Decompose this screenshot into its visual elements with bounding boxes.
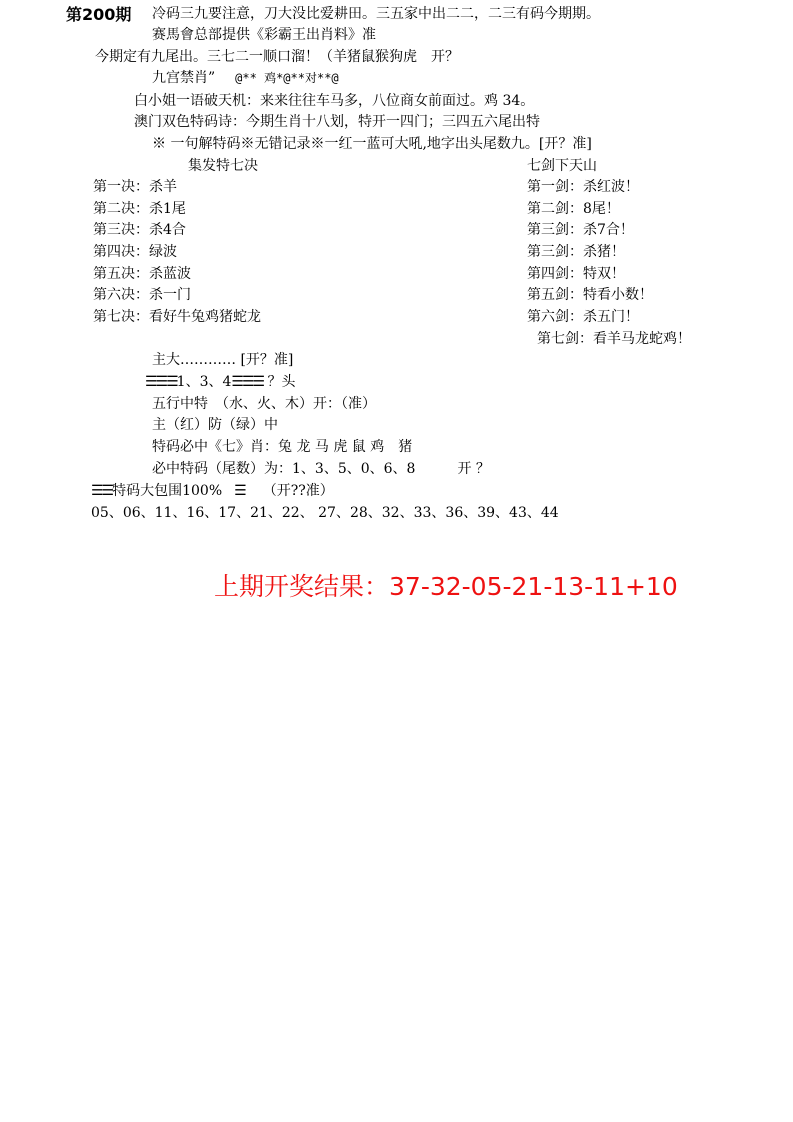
bars-icon: ☰☰☰ (231, 374, 264, 390)
last-draw-label: 上期开奖结果： (214, 572, 390, 601)
tails-line: 必中特码（尾数）为：1、3、5、0、6、8 开 ？ (152, 461, 490, 477)
wuxing-line: 五行中特 （水、火、木）开：（准） (152, 396, 376, 412)
left-item: 第六决：杀一门 (93, 287, 191, 303)
right-item: 第二剑：8尾！ (527, 201, 620, 217)
right-item: 第三剑：杀猪！ (527, 244, 625, 260)
main-tip: 主大………… [开？准] (152, 352, 294, 368)
right-item: 第五剑：特看小数！ (527, 287, 653, 303)
left-item: 第七决：看好牛兔鸡猪蛇龙 (93, 309, 261, 325)
right-item: 第四剑：特双！ (527, 266, 625, 282)
bars-icon: ☰ (234, 483, 245, 499)
heads-line (145, 375, 296, 389)
bars-icon: ☰☰☰ (145, 374, 177, 390)
bars-icon: ☰☰ (91, 483, 113, 499)
right-item: 第七剑：看羊马龙蛇鸡！ (537, 331, 691, 347)
big-range-result: （开??准） (262, 483, 334, 499)
last-draw-numbers: 37-32-05-21-13-11+10 (389, 572, 678, 601)
banned-code: @** 鸡*@**对**@ (235, 71, 339, 85)
left-item: 第四决：绿波 (93, 244, 177, 260)
right-block-title: 七剑下天山 (527, 158, 597, 174)
poem-line: 冷码三九要注意，刀大没比爱耕田。三五家中出二二，二三有码今期期。 (152, 6, 600, 22)
left-block-title: 集发特七决 (188, 158, 258, 174)
big-range-line (91, 484, 334, 498)
left-item: 第二决：杀1尾 (93, 201, 186, 217)
right-item: 第六剑：杀五门！ (527, 309, 639, 325)
source-line: 赛馬會总部提供《彩霸王出肖料》准 (152, 27, 376, 43)
color-line: 主（红）防（绿）中 (152, 417, 278, 433)
banned-zodiac-line (152, 71, 339, 85)
heads-value: 1、3、4 (176, 374, 232, 390)
macau-poem-line: 澳门双色特码诗：今期生肖十八划，特开一四门；三四五六尾出特 (134, 114, 540, 130)
miss-bai-line: 白小姐一语破天机：来来往往车马多，八位商女前面过。鸡 34。 (134, 93, 535, 109)
big-range-label: 特码大包围100% (112, 483, 223, 499)
left-item: 第三决：杀4合 (93, 222, 186, 238)
heads-result: ？头 (263, 374, 296, 390)
tail-line: 今期定有九尾出。三七二一顺口溜！（羊猪鼠猴狗虎 开？ (95, 49, 459, 65)
number-list: 05、06、11、16、17、21、22、 27、28、32、33、36、39、43、44 (91, 505, 559, 521)
zodiac-line: 特码必中《七》肖：兔 龙 马 虎 鼠 鸡 猪 (152, 439, 413, 455)
one-liner: ※ 一句解特码※无错记录※一红一蓝可大吼,地字出头尾数九。[开？准] (152, 136, 592, 152)
left-item: 第一决：杀羊 (93, 179, 177, 195)
issue-number: 第200期 (66, 5, 132, 24)
banned-label: 九宫禁肖” (152, 70, 216, 86)
left-item: 第五决：杀蓝波 (93, 266, 191, 282)
right-item: 第三剑：杀7合！ (527, 222, 634, 238)
right-item: 第一剑：杀红波！ (527, 179, 639, 195)
last-draw-result (214, 574, 678, 599)
